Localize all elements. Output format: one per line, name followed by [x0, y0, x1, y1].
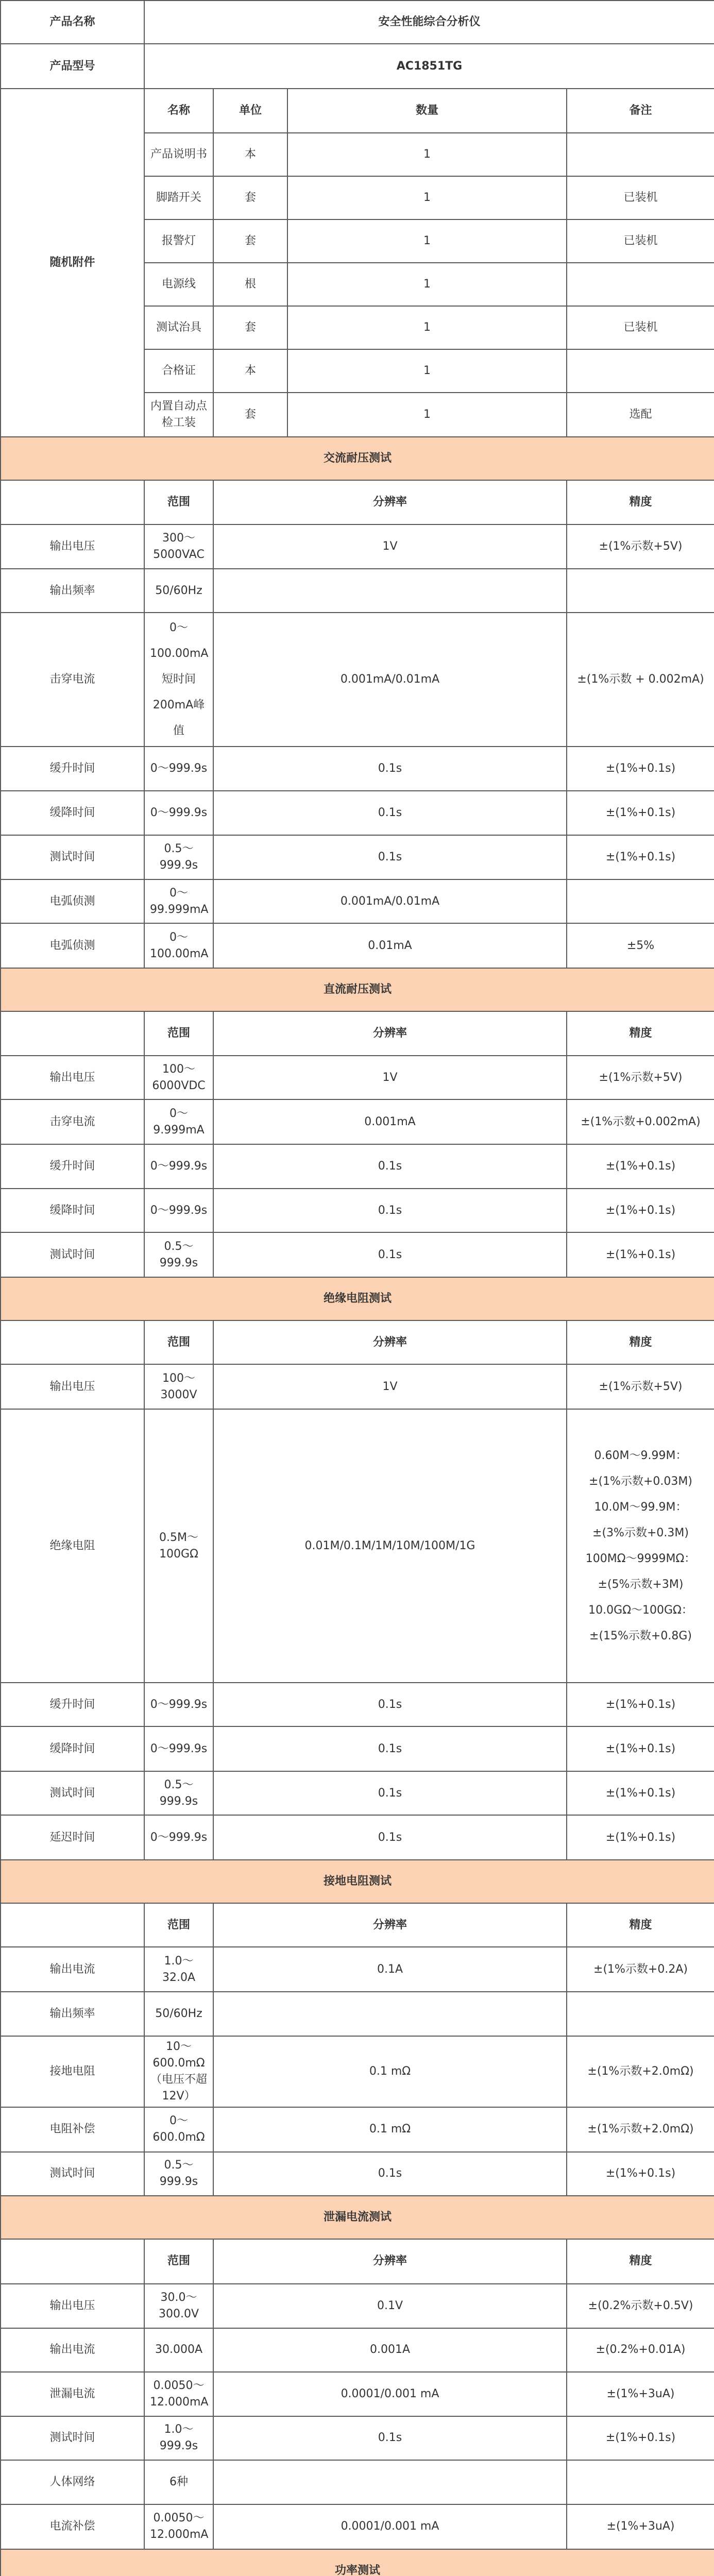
- range-value: 1.0～999.9s: [144, 2416, 213, 2460]
- range-column-header: 范围: [144, 1011, 213, 1056]
- spec-row-label: 缓降时间: [1, 791, 144, 835]
- accessory-cell: 1: [287, 133, 567, 176]
- resolution-value: 0.1 mΩ: [213, 2036, 567, 2107]
- accuracy-value: ±(1%+0.1s): [567, 1232, 714, 1277]
- accessory-cell: [567, 349, 714, 393]
- accuracy-value: ±(1%示数 + 0.002mA): [567, 613, 714, 747]
- spec-row-label: 泄漏电流: [1, 2372, 144, 2416]
- resolution-value: 0.1s: [213, 1726, 567, 1771]
- spec-row-label: 测试时间: [1, 2152, 144, 2196]
- range-value: 0.5～999.9s: [144, 1232, 213, 1277]
- resolution-value: 0.001mA/0.01mA: [213, 613, 567, 747]
- resolution-value: 0.1s: [213, 2152, 567, 2196]
- section-title: 功率测试: [1, 2549, 714, 2576]
- range-value: 0～999.9s: [144, 791, 213, 835]
- accessory-cell: [567, 133, 714, 176]
- accessory-cell: 1: [287, 263, 567, 306]
- accuracy-value: ±(1%+0.1s): [567, 2152, 714, 2196]
- range-value: 0.0050～12.000mA: [144, 2372, 213, 2416]
- spec-row-label: 击穿电流: [1, 613, 144, 747]
- spec-row-label: 输出电流: [1, 2328, 144, 2372]
- accuracy-value: ±(1%+0.1s): [567, 1189, 714, 1232]
- accessory-cell: 1: [287, 306, 567, 349]
- accessory-cell: 套: [213, 176, 287, 219]
- spec-row-label: 输出频率: [1, 569, 144, 613]
- section-column-blank: [1, 2239, 144, 2284]
- accessory-cell: 测试治具: [144, 306, 213, 349]
- accessory-cell: 套: [213, 219, 287, 263]
- range-value: 0.5～999.9s: [144, 1771, 213, 1815]
- accessory-cell: 脚踏开关: [144, 176, 213, 219]
- accuracy-value: ±(0.2%+0.01A): [567, 2328, 714, 2372]
- accuracy-value: ±5%: [567, 923, 714, 968]
- resolution-value: 0.0001/0.001 mA: [213, 2504, 567, 2549]
- resolution-value: 0.1A: [213, 1947, 567, 1992]
- accuracy-column-header: 精度: [567, 1320, 714, 1364]
- resolution-value: 0.1s: [213, 1771, 567, 1815]
- accuracy-value: ±(1%+0.1s): [567, 1144, 714, 1189]
- range-value: 0～999.9s: [144, 1189, 213, 1232]
- accuracy-value: ±(1%示数+2.0mΩ): [567, 2036, 714, 2107]
- accuracy-column-header: 精度: [567, 1903, 714, 1947]
- resolution-column-header: 分辨率: [213, 2239, 567, 2284]
- accuracy-value: ±(1%+0.1s): [567, 1683, 714, 1726]
- range-value: 300～5000VAC: [144, 524, 213, 569]
- accuracy-value: [567, 1992, 714, 2036]
- accessory-cell: 合格证: [144, 349, 213, 393]
- spec-row-label: 缓降时间: [1, 1189, 144, 1232]
- resolution-value: 0.1s: [213, 791, 567, 835]
- range-value: 1.0～32.0A: [144, 1947, 213, 1992]
- resolution-value: 0.01mA: [213, 923, 567, 968]
- range-column-header: 范围: [144, 2239, 213, 2284]
- resolution-value: [213, 1992, 567, 2036]
- accessory-cell: 内置自动点检工装: [144, 393, 213, 437]
- spec-row-label: 输出电压: [1, 2284, 144, 2328]
- resolution-value: 0.1s: [213, 1815, 567, 1860]
- accessory-cell: 1: [287, 176, 567, 219]
- resolution-value: 0.1s: [213, 1683, 567, 1726]
- resolution-value: 0.1s: [213, 1189, 567, 1232]
- product-name: 安全性能综合分析仪: [144, 1, 714, 44]
- range-value: 30.000A: [144, 2328, 213, 2372]
- spec-row-label: 电弧侦测: [1, 879, 144, 923]
- accuracy-value: [567, 2460, 714, 2504]
- spec-row-label: 电弧侦测: [1, 923, 144, 968]
- resolution-value: 0.1s: [213, 2416, 567, 2460]
- section-title: 接地电阻测试: [1, 1860, 714, 1903]
- resolution-value: 0.001A: [213, 2328, 567, 2372]
- cell-line: ±(5%示数+3M): [598, 1578, 684, 1591]
- spec-row-label: 接地电阻: [1, 2036, 144, 2107]
- spec-row-label: 延迟时间: [1, 1815, 144, 1860]
- section-title: 绝缘电阻测试: [1, 1277, 714, 1320]
- cell-line: 0～100.00mA: [150, 621, 209, 660]
- range-value: 0～999.9s: [144, 1815, 213, 1860]
- resolution-value: 1V: [213, 1056, 567, 1099]
- range-column-header: 范围: [144, 480, 213, 524]
- accuracy-value: ±(1%示数+5V): [567, 1364, 714, 1409]
- section-column-blank: [1, 1320, 144, 1364]
- range-column-header: 范围: [144, 1903, 213, 1947]
- resolution-value: [213, 2460, 567, 2504]
- spec-row-label: 人体网络: [1, 2460, 144, 2504]
- resolution-value: 0.1s: [213, 1144, 567, 1189]
- resolution-value: 0.01M/0.1M/1M/10M/100M/1G: [213, 1409, 567, 1683]
- resolution-value: 0.1s: [213, 835, 567, 879]
- accuracy-value: ±(1%示数+5V): [567, 1056, 714, 1099]
- range-value: 0.5～999.9s: [144, 835, 213, 879]
- resolution-value: 1V: [213, 1364, 567, 1409]
- accuracy-value: ±(1%示数+2.0mΩ): [567, 2107, 714, 2152]
- accuracy-value: ±(1%+0.1s): [567, 835, 714, 879]
- accuracy-value: ±(1%+0.1s): [567, 2416, 714, 2460]
- accessory-cell: 根: [213, 263, 287, 306]
- section-column-blank: [1, 1903, 144, 1947]
- spec-row-label: 测试时间: [1, 1771, 144, 1815]
- accessory-cell: 1: [287, 349, 567, 393]
- range-value: 0～999.9s: [144, 1144, 213, 1189]
- range-value: 6种: [144, 2460, 213, 2504]
- resolution-column-header: 分辨率: [213, 1903, 567, 1947]
- accessories-label: 随机附件: [1, 89, 144, 437]
- resolution-column-header: 分辨率: [213, 1011, 567, 1056]
- spec-row-label: 输出频率: [1, 1992, 144, 2036]
- model-value: AC1851TG: [144, 44, 714, 89]
- accessory-cell: 选配: [567, 393, 714, 437]
- accessory-cell: 电源线: [144, 263, 213, 306]
- accuracy-value: ±(1%示数+5V): [567, 524, 714, 569]
- model-label: 产品型号: [1, 44, 144, 89]
- range-value: 10～600.0mΩ（电压不超12V）: [144, 2036, 213, 2107]
- accessory-cell: 1: [287, 219, 567, 263]
- range-value: 100～6000VDC: [144, 1056, 213, 1099]
- accuracy-value: ±(1%+0.1s): [567, 1726, 714, 1771]
- resolution-value: 0.1 mΩ: [213, 2107, 567, 2152]
- accuracy-value: ±(1%+3uA): [567, 2504, 714, 2549]
- accuracy-value: [567, 879, 714, 923]
- spec-row-label: 绝缘电阻: [1, 1409, 144, 1683]
- accessory-cell: 产品说明书: [144, 133, 213, 176]
- section-column-blank: [1, 480, 144, 524]
- resolution-value: 0.0001/0.001 mA: [213, 2372, 567, 2416]
- cell-line: ±(3%示数+0.3M): [592, 1526, 689, 1539]
- accuracy-value: ±(1%示数+0.002mA): [567, 1099, 714, 1144]
- range-value: 0.5M～100GΩ: [144, 1409, 213, 1683]
- range-value: 0～99.999mA: [144, 879, 213, 923]
- range-value: 0.0050～12.000mA: [144, 2504, 213, 2549]
- accessories-column-header: 单位: [213, 89, 287, 133]
- accuracy-value: [567, 569, 714, 613]
- accuracy-column-header: 精度: [567, 2239, 714, 2284]
- section-column-blank: [1, 1011, 144, 1056]
- resolution-value: 0.1s: [213, 747, 567, 791]
- accessory-cell: 本: [213, 349, 287, 393]
- accuracy-column-header: 精度: [567, 1011, 714, 1056]
- spec-table-body: [1, 1, 714, 2576]
- spec-row-label: 电流补偿: [1, 2504, 144, 2549]
- cell-line: 100MΩ～9999MΩ：: [585, 1552, 696, 1565]
- range-value: 50/60Hz: [144, 569, 213, 613]
- cell-line: 10.0M～99.9M：: [594, 1500, 687, 1514]
- accuracy-value: ±(0.2%示数+0.5V): [567, 2284, 714, 2328]
- spec-row-label: 输出电压: [1, 1056, 144, 1099]
- range-value: 0.5～999.9s: [144, 2152, 213, 2196]
- spec-row-label: 缓降时间: [1, 1726, 144, 1771]
- resolution-column-header: 分辨率: [213, 1320, 567, 1364]
- cell-line: 短时间200mA峰值: [152, 673, 205, 737]
- accessory-cell: [567, 263, 714, 306]
- accessory-cell: 套: [213, 306, 287, 349]
- accessory-cell: 已装机: [567, 306, 714, 349]
- spec-row-label: 测试时间: [1, 2416, 144, 2460]
- section-title: 交流耐压测试: [1, 437, 714, 480]
- accessories-column-header: 数量: [287, 89, 567, 133]
- range-value: 0～100.00mA: [144, 923, 213, 968]
- accuracy-value: ±(1%+0.1s): [567, 747, 714, 791]
- accessory-cell: 已装机: [567, 219, 714, 263]
- spec-row-label: 输出电流: [1, 1947, 144, 1992]
- range-value: [144, 613, 213, 747]
- resolution-value: [213, 569, 567, 613]
- accuracy-value: ±(1%+0.1s): [567, 1815, 714, 1860]
- resolution-value: 0.001mA/0.01mA: [213, 879, 567, 923]
- accessory-cell: 套: [213, 393, 287, 437]
- cell-line: ±(1%示数+0.03M): [589, 1475, 692, 1488]
- range-value: 0～600.0mΩ: [144, 2107, 213, 2152]
- range-value: 50/60Hz: [144, 1992, 213, 2036]
- cell-line: 0.60M～9.99M：: [594, 1449, 687, 1462]
- accuracy-value: ±(1%+0.1s): [567, 1771, 714, 1815]
- range-value: 30.0～300.0V: [144, 2284, 213, 2328]
- spec-row-label: 缓升时间: [1, 1683, 144, 1726]
- range-value: 0～9.999mA: [144, 1099, 213, 1144]
- accuracy-value: [567, 1409, 714, 1683]
- section-title: 泄漏电流测试: [1, 2196, 714, 2239]
- spec-row-label: 测试时间: [1, 835, 144, 879]
- accuracy-value: ±(1%示数+0.2A): [567, 1947, 714, 1992]
- accessory-cell: 已装机: [567, 176, 714, 219]
- accuracy-value: ±(1%+0.1s): [567, 791, 714, 835]
- spec-row-label: 缓升时间: [1, 747, 144, 791]
- range-column-header: 范围: [144, 1320, 213, 1364]
- accuracy-value: ±(1%+3uA): [567, 2372, 714, 2416]
- spec-row-label: 输出电压: [1, 524, 144, 569]
- product-name-label: 产品名称: [1, 1, 144, 44]
- resolution-column-header: 分辨率: [213, 480, 567, 524]
- resolution-value: 0.001mA: [213, 1099, 567, 1144]
- accessories-column-header: 备注: [567, 89, 714, 133]
- range-value: 100～3000V: [144, 1364, 213, 1409]
- accessory-cell: 报警灯: [144, 219, 213, 263]
- section-title: 直流耐压测试: [1, 968, 714, 1011]
- spec-row-label: 缓升时间: [1, 1144, 144, 1189]
- accessories-column-header: 名称: [144, 89, 213, 133]
- resolution-value: 0.1V: [213, 2284, 567, 2328]
- spec-row-label: 电阻补偿: [1, 2107, 144, 2152]
- resolution-value: 1V: [213, 524, 567, 569]
- spec-row-label: 击穿电流: [1, 1099, 144, 1144]
- cell-line: 10.0GΩ～100GΩ：: [588, 1603, 693, 1617]
- range-value: 0～999.9s: [144, 747, 213, 791]
- cell-line: ±(15%示数+0.8G): [589, 1629, 692, 1642]
- spec-row-label: 输出电压: [1, 1364, 144, 1409]
- resolution-value: 0.1s: [213, 1232, 567, 1277]
- accessory-cell: 1: [287, 393, 567, 437]
- spec-row-label: 测试时间: [1, 1232, 144, 1277]
- accuracy-column-header: 精度: [567, 480, 714, 524]
- range-value: 0～999.9s: [144, 1683, 213, 1726]
- range-value: 0～999.9s: [144, 1726, 213, 1771]
- accessory-cell: 本: [213, 133, 287, 176]
